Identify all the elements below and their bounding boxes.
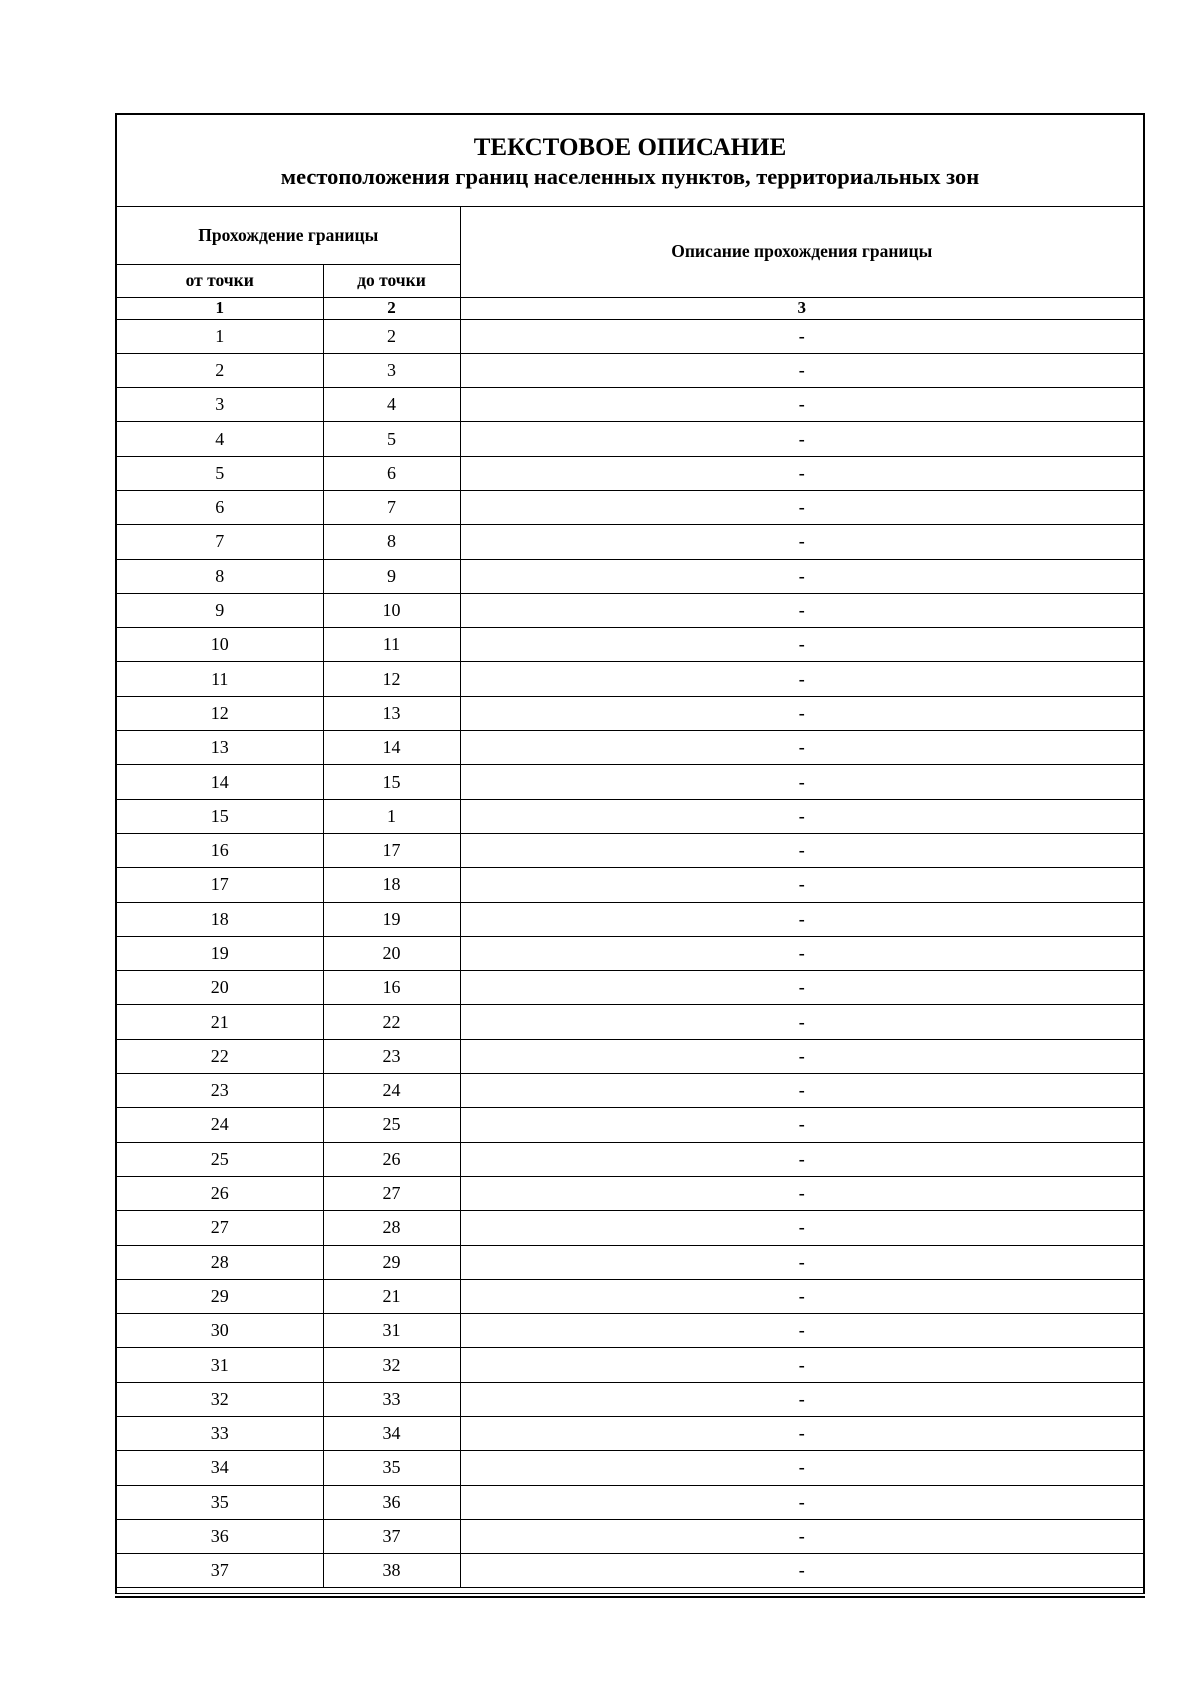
header-boundary-passage: Прохождение границы [117,207,460,264]
column-number: 2 [323,297,460,319]
table-row [117,1211,1143,1245]
row-to-point: 14 [323,731,460,765]
row-description: - [460,1314,1143,1348]
row-from-point: 36 [117,1519,323,1553]
row-to-point: 37 [323,1519,460,1553]
row-from-point: 3 [117,388,323,422]
table-row [117,1039,1143,1073]
row-description: - [460,1485,1143,1519]
row-description: - [460,593,1143,627]
table-row [117,1074,1143,1108]
boundary-description-document [115,113,1145,1593]
table-row [117,388,1143,422]
row-to-point: 35 [323,1451,460,1485]
column-number: 3 [460,297,1143,319]
document-subtitle: местоположения границ населенных пунктов, территориальных зон [280,164,980,189]
row-description: - [460,799,1143,833]
row-description: - [460,1245,1143,1279]
row-to-point: 23 [323,1039,460,1073]
row-to-point: 26 [323,1142,460,1176]
row-to-point: 20 [323,936,460,970]
table-row [117,319,1143,353]
table-row [117,456,1143,490]
row-description: - [460,1519,1143,1553]
row-from-point: 6 [117,490,323,524]
table-row [117,1382,1143,1416]
table-row [117,1005,1143,1039]
row-description: - [460,353,1143,387]
row-from-point: 9 [117,593,323,627]
table-row [117,559,1143,593]
row-description: - [460,1348,1143,1382]
row-description: - [460,1382,1143,1416]
row-from-point: 28 [117,1245,323,1279]
row-description: - [460,1211,1143,1245]
row-description: - [460,388,1143,422]
row-to-point: 16 [323,971,460,1005]
row-description: - [460,1039,1143,1073]
row-to-point: 25 [323,1108,460,1142]
table-row [117,765,1143,799]
table-row [117,422,1143,456]
row-description: - [460,662,1143,696]
row-from-point: 10 [117,628,323,662]
table-row [117,1142,1143,1176]
column-number-row [117,297,1143,319]
table-row [117,1554,1143,1588]
row-to-point: 4 [323,388,460,422]
table-row [117,902,1143,936]
table-row [117,490,1143,524]
row-description: - [460,490,1143,524]
row-from-point: 29 [117,1279,323,1313]
row-from-point: 17 [117,868,323,902]
row-description: - [460,1417,1143,1451]
row-description: - [460,1108,1143,1142]
row-from-point: 1 [117,319,323,353]
row-from-point: 34 [117,1451,323,1485]
row-from-point: 7 [117,525,323,559]
row-from-point: 13 [117,731,323,765]
table-row [117,936,1143,970]
row-to-point: 28 [323,1211,460,1245]
table-row [117,1519,1143,1553]
table-row [117,1176,1143,1210]
row-from-point: 2 [117,353,323,387]
header-from-point: от точки [117,264,323,297]
row-to-point: 19 [323,902,460,936]
row-description: - [460,868,1143,902]
table-row [117,1451,1143,1485]
row-to-point: 21 [323,1279,460,1313]
table-row [117,1245,1143,1279]
table-row [117,868,1143,902]
row-description: - [460,1005,1143,1039]
table-header [117,207,1143,319]
row-to-point: 32 [323,1348,460,1382]
row-to-point: 36 [323,1485,460,1519]
row-from-point: 32 [117,1382,323,1416]
boundary-table [117,207,1143,1588]
row-description: - [460,765,1143,799]
row-description: - [460,936,1143,970]
table-row [117,628,1143,662]
row-description: - [460,559,1143,593]
table-row [117,353,1143,387]
row-to-point: 15 [323,765,460,799]
header-to-point: до точки [323,264,460,297]
table-bottom-rule [115,1593,1145,1598]
row-description: - [460,1554,1143,1588]
table-row [117,1279,1143,1313]
row-description: - [460,902,1143,936]
row-to-point: 38 [323,1554,460,1588]
row-to-point: 24 [323,1074,460,1108]
row-to-point: 3 [323,353,460,387]
table-row [117,696,1143,730]
row-to-point: 18 [323,868,460,902]
row-to-point: 17 [323,833,460,867]
row-description: - [460,1451,1143,1485]
row-to-point: 11 [323,628,460,662]
row-from-point: 27 [117,1211,323,1245]
row-description: - [460,1176,1143,1210]
table-row [117,593,1143,627]
row-description: - [460,456,1143,490]
row-from-point: 5 [117,456,323,490]
table-body [117,319,1143,1588]
row-from-point: 21 [117,1005,323,1039]
row-to-point: 13 [323,696,460,730]
row-from-point: 18 [117,902,323,936]
row-to-point: 2 [323,319,460,353]
row-from-point: 33 [117,1417,323,1451]
row-to-point: 34 [323,1417,460,1451]
row-description: - [460,319,1143,353]
table-row [117,731,1143,765]
table-row [117,662,1143,696]
row-from-point: 25 [117,1142,323,1176]
row-to-point: 29 [323,1245,460,1279]
row-from-point: 30 [117,1314,323,1348]
row-to-point: 9 [323,559,460,593]
header-description: Описание прохождения границы [460,207,1143,297]
row-to-point: 12 [323,662,460,696]
row-to-point: 10 [323,593,460,627]
row-description: - [460,696,1143,730]
table-row [117,799,1143,833]
row-description: - [460,731,1143,765]
row-from-point: 22 [117,1039,323,1073]
row-description: - [460,628,1143,662]
row-from-point: 19 [117,936,323,970]
row-from-point: 37 [117,1554,323,1588]
table-row [117,1314,1143,1348]
row-to-point: 31 [323,1314,460,1348]
row-description: - [460,525,1143,559]
document-title: ТЕКСТОВОЕ ОПИСАНИЕ [473,134,787,161]
row-from-point: 16 [117,833,323,867]
row-from-point: 31 [117,1348,323,1382]
row-description: - [460,1279,1143,1313]
row-from-point: 35 [117,1485,323,1519]
row-from-point: 15 [117,799,323,833]
row-from-point: 12 [117,696,323,730]
table-row [117,525,1143,559]
row-description: - [460,422,1143,456]
row-to-point: 1 [323,799,460,833]
row-to-point: 27 [323,1176,460,1210]
table-row [117,1348,1143,1382]
row-from-point: 8 [117,559,323,593]
row-to-point: 22 [323,1005,460,1039]
row-to-point: 33 [323,1382,460,1416]
row-to-point: 7 [323,490,460,524]
document-header [117,115,1143,207]
row-from-point: 23 [117,1074,323,1108]
column-number: 1 [117,297,323,319]
row-from-point: 11 [117,662,323,696]
row-description: - [460,971,1143,1005]
row-from-point: 24 [117,1108,323,1142]
table-row [117,1485,1143,1519]
table-row [117,1417,1143,1451]
table-row [117,833,1143,867]
row-from-point: 20 [117,971,323,1005]
row-to-point: 8 [323,525,460,559]
row-to-point: 5 [323,422,460,456]
row-description: - [460,1074,1143,1108]
row-to-point: 6 [323,456,460,490]
table-row [117,1108,1143,1142]
row-description: - [460,1142,1143,1176]
row-from-point: 4 [117,422,323,456]
table-row [117,971,1143,1005]
row-from-point: 26 [117,1176,323,1210]
row-description: - [460,833,1143,867]
row-from-point: 14 [117,765,323,799]
